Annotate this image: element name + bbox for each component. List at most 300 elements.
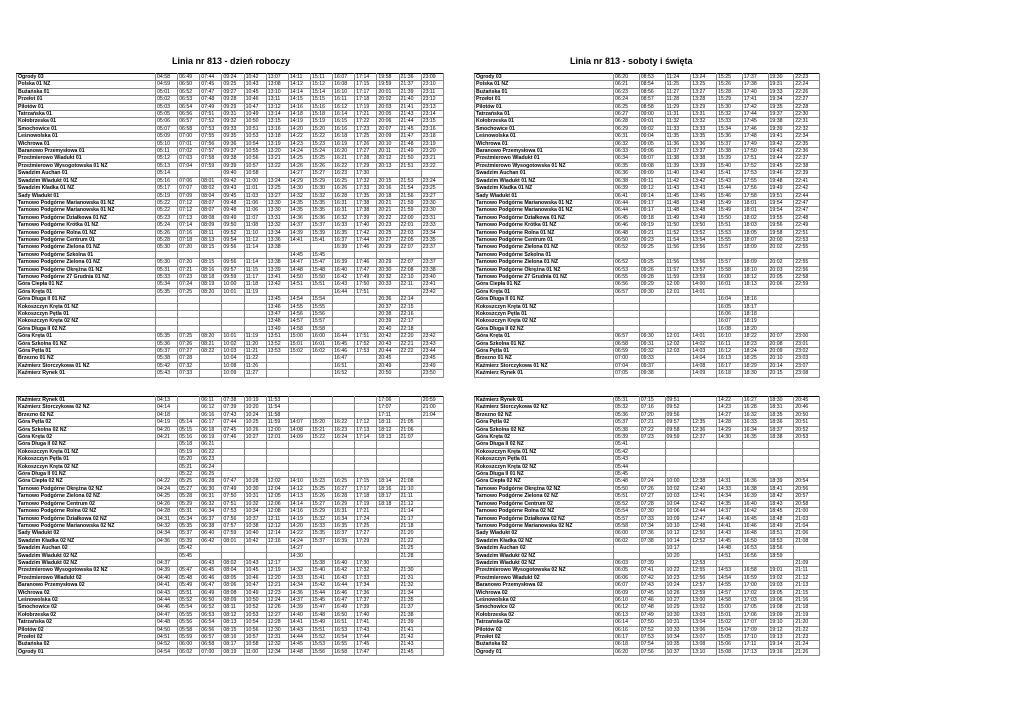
departure-time: 08:01: [222, 537, 244, 544]
timetable-row: [17, 96, 444, 103]
departure-time: 14:01: [691, 288, 717, 295]
departure-time: 06:45: [614, 214, 640, 221]
departure-time: [421, 515, 443, 522]
departure-time: 10:02: [665, 485, 691, 492]
departure-time: 10:40: [244, 530, 266, 537]
timetable-row: [475, 288, 820, 295]
departure-time: [355, 471, 377, 478]
departure-time: 23:15: [421, 118, 443, 125]
departure-time: [768, 559, 794, 566]
departure-time: 19:31: [768, 81, 794, 88]
departure-time: 20:33: [377, 281, 399, 288]
departure-time: 22:59: [794, 281, 820, 288]
departure-time: 21:50: [399, 155, 421, 162]
departure-time: [200, 303, 222, 310]
departure-time: 06:41: [614, 192, 640, 199]
departure-time: 18:12: [742, 273, 768, 280]
departure-time: 19:54: [768, 207, 794, 214]
departure-time: 08:04: [200, 192, 222, 199]
departure-time: 17:32: [355, 567, 377, 574]
departure-time: [222, 441, 244, 448]
departure-time: 17:40: [355, 222, 377, 229]
departure-time: 20:27: [377, 236, 399, 243]
departure-time: 22:28: [794, 103, 820, 110]
departure-time: 17:46: [355, 259, 377, 266]
timetable-row: [17, 111, 444, 118]
departure-time: 10:56: [244, 155, 266, 162]
timetable-row: [17, 170, 444, 177]
departure-time: 16:14: [333, 111, 355, 118]
departure-time: [244, 318, 266, 325]
departure-time: [377, 288, 399, 295]
timetable-row: [475, 574, 820, 581]
departure-time: 16:13: [717, 355, 743, 362]
departure-time: 20:45: [794, 397, 820, 404]
departure-time: 04:59: [156, 81, 178, 88]
departure-time: 21:40: [399, 96, 421, 103]
departure-time: 05:48: [614, 478, 640, 485]
departure-time: [665, 318, 691, 325]
departure-time: 07:04: [614, 362, 640, 369]
departure-time: 21:18: [399, 522, 421, 529]
departure-time: 20:06: [768, 281, 794, 288]
departure-time: 15:08: [717, 648, 743, 655]
departure-time: 05:56: [178, 619, 200, 626]
departure-time: 16:08: [717, 325, 743, 332]
stop-name: Swadzim Kładka 02 NŻ: [475, 537, 614, 544]
departure-time: [288, 404, 310, 411]
departure-time: [742, 288, 768, 295]
departure-time: 18:02: [742, 214, 768, 221]
departure-time: 13:49: [691, 214, 717, 221]
departure-time: 08:12: [222, 611, 244, 618]
departure-time: 05:17: [156, 185, 178, 192]
departure-time: 15:21: [310, 426, 332, 433]
departure-time: 14:41: [288, 619, 310, 626]
departure-time: [355, 463, 377, 470]
departure-time: [288, 471, 310, 478]
departure-time: 11:18: [244, 281, 266, 288]
departure-time: 09:30: [639, 333, 665, 340]
departure-time: 14:33: [288, 574, 310, 581]
departure-time: [333, 441, 355, 448]
departure-time: 15:54: [310, 296, 332, 303]
departure-time: 23:50: [421, 370, 443, 377]
departure-time: 12:01: [266, 434, 288, 441]
departure-time: 18:56: [768, 545, 794, 552]
departure-time: 09:26: [639, 266, 665, 273]
departure-time: 05:36: [614, 411, 640, 418]
departure-time: [691, 404, 717, 411]
departure-time: 06:13: [614, 611, 640, 618]
departure-time: 04:44: [156, 596, 178, 603]
departure-time: 17:13: [355, 426, 377, 433]
departure-time: 19:58: [377, 74, 399, 81]
departure-time: 11:00: [244, 177, 266, 184]
departure-time: 13:07: [691, 634, 717, 641]
departure-time: 14:28: [717, 419, 743, 426]
departure-time: 21:16: [794, 596, 820, 603]
departure-time: 07:43: [222, 411, 244, 418]
departure-time: 10:45: [244, 88, 266, 95]
departure-time: [742, 463, 768, 470]
departure-time: 07:47: [200, 88, 222, 95]
departure-time: [266, 463, 288, 470]
departure-time: 13:50: [691, 222, 717, 229]
departure-time: 19:33: [768, 88, 794, 95]
departure-time: 18:41: [768, 485, 794, 492]
departure-time: 17:15: [355, 81, 377, 88]
departure-time: 11:01: [244, 185, 266, 192]
departure-time: 07:02: [178, 148, 200, 155]
departure-time: 22:07: [399, 259, 421, 266]
departure-time: 10:34: [665, 634, 691, 641]
departure-time: 13:22: [266, 162, 288, 169]
departure-time: 20:10: [768, 355, 794, 362]
stop-name: Góra Ciepła 02 NŻ: [475, 478, 614, 485]
timetable-row: [17, 214, 444, 221]
departure-time: 14:01: [691, 333, 717, 340]
departure-time: [377, 589, 399, 596]
departure-time: 21:53: [399, 177, 421, 184]
departure-time: 09:23: [639, 236, 665, 243]
departure-time: 13:02: [691, 604, 717, 611]
departure-time: 14:04: [691, 355, 717, 362]
departure-time: 16:39: [742, 493, 768, 500]
timetable-row: [17, 303, 444, 310]
departure-time: 16:51: [333, 619, 355, 626]
departure-time: 07:38: [222, 397, 244, 404]
departure-time: 11:59: [665, 273, 691, 280]
stop-name: Kokoszczyn Kręta 02 NŻ: [17, 318, 156, 325]
departure-time: 14:13: [288, 493, 310, 500]
departure-time: 20:56: [794, 485, 820, 492]
departure-time: [421, 552, 443, 559]
departure-time: 17:49: [355, 273, 377, 280]
departure-time: 16:11: [333, 96, 355, 103]
departure-time: 17:47: [355, 648, 377, 655]
departure-time: 05:43: [156, 370, 178, 377]
stop-name: Kaźmierz Storczykowa 02 NŻ: [17, 404, 156, 411]
departure-time: [200, 251, 222, 258]
departure-time: 21:36: [399, 74, 421, 81]
departure-time: [266, 362, 288, 369]
departure-time: 06:18: [200, 426, 222, 433]
departure-time: 14:54: [717, 574, 743, 581]
departure-time: [691, 448, 717, 455]
departure-time: 07:07: [178, 185, 200, 192]
departure-time: 07:46: [639, 596, 665, 603]
departure-time: 06:18: [614, 641, 640, 648]
departure-time: 07:42: [639, 574, 665, 581]
departure-time: [156, 441, 178, 448]
timetable-row: [475, 236, 820, 243]
departure-time: 15:05: [717, 634, 743, 641]
departure-time: [742, 448, 768, 455]
departure-time: [421, 522, 443, 529]
departure-time: 05:58: [178, 626, 200, 633]
departure-time: [421, 456, 443, 463]
departure-time: 15:23: [310, 140, 332, 147]
weekend-timetable-return: [474, 396, 820, 656]
departure-time: 09:19: [639, 222, 665, 229]
departure-time: [222, 471, 244, 478]
departure-time: 15:19: [310, 118, 332, 125]
timetable-row: [17, 648, 444, 655]
departure-time: 15:57: [717, 244, 743, 251]
departure-time: 10:10: [665, 522, 691, 529]
departure-time: 04:52: [156, 641, 178, 648]
departure-time: 17:24: [355, 515, 377, 522]
departure-time: [377, 611, 399, 618]
departure-time: 16:56: [742, 552, 768, 559]
timetable-row: [475, 281, 820, 288]
departure-time: [178, 303, 200, 310]
departure-time: 21:14: [399, 508, 421, 515]
departure-time: 07:30: [639, 508, 665, 515]
timetable-row: [475, 155, 820, 162]
stop-name: Brzezno 01 NŻ: [475, 355, 614, 362]
departure-time: 10:02: [222, 340, 244, 347]
departure-time: 13:48: [691, 199, 717, 206]
departure-time: 16:39: [333, 537, 355, 544]
departure-time: 05:20: [178, 456, 200, 463]
departure-time: 15:37: [310, 537, 332, 544]
departure-time: 05:50: [614, 485, 640, 492]
departure-time: [399, 288, 421, 295]
departure-time: 12:50: [691, 530, 717, 537]
departure-time: 09:33: [639, 355, 665, 362]
departure-time: 13:36: [691, 140, 717, 147]
stop-name: Pilotów 02: [17, 626, 156, 633]
departure-time: [768, 318, 794, 325]
departure-time: 20:30: [377, 266, 399, 273]
departure-time: 19:06: [768, 596, 794, 603]
departure-time: [288, 244, 310, 251]
departure-time: 10:09: [222, 370, 244, 377]
departure-time: [665, 559, 691, 566]
departure-time: [355, 251, 377, 258]
departure-time: 08:04: [222, 567, 244, 574]
timetable-row: [475, 626, 820, 633]
stop-name: Pilotów 02: [475, 626, 614, 633]
departure-time: 07:51: [200, 111, 222, 118]
timetable-row: [475, 648, 820, 655]
departure-time: 15:49: [717, 207, 743, 214]
departure-time: [355, 325, 377, 332]
departure-time: 13:51: [266, 333, 288, 340]
departure-time: 10:49: [244, 589, 266, 596]
departure-time: 21:59: [399, 199, 421, 206]
timetable-row: [17, 441, 444, 448]
departure-time: 14:26: [288, 162, 310, 169]
timetable-row: [475, 199, 820, 206]
departure-time: 17:21: [355, 508, 377, 515]
departure-time: 11:29: [665, 103, 691, 110]
departure-time: 21:35: [399, 596, 421, 603]
departure-time: 09:14: [639, 192, 665, 199]
departure-time: 16:29: [333, 500, 355, 507]
departure-time: 07:56: [222, 515, 244, 522]
departure-time: 18:49: [768, 522, 794, 529]
departure-time: 15:44: [717, 185, 743, 192]
departure-time: 16:40: [333, 266, 355, 273]
stop-name: Tarnowo Podgórne Zielona 01 NŻ: [475, 259, 614, 266]
timetable-row: [17, 288, 444, 295]
departure-time: 10:57: [244, 634, 266, 641]
departure-time: 06:45: [200, 567, 222, 574]
departure-time: 09:09: [639, 170, 665, 177]
departure-time: [665, 311, 691, 318]
departure-time: 14:15: [288, 96, 310, 103]
departure-time: [266, 251, 288, 258]
departure-time: 13:37: [691, 148, 717, 155]
departure-time: 09:28: [222, 96, 244, 103]
departure-time: 13:46: [266, 303, 288, 310]
departure-time: 07:57: [222, 522, 244, 529]
departure-time: 13:31: [691, 111, 717, 118]
departure-time: 05:41: [614, 441, 640, 448]
timetable-row: [17, 340, 444, 347]
timetable-row: [17, 125, 444, 132]
departure-time: 17:55: [742, 177, 768, 184]
departure-time: 10:06: [665, 508, 691, 515]
departure-time: [333, 404, 355, 411]
departure-time: 17:40: [742, 88, 768, 95]
departure-time: 05:11: [156, 148, 178, 155]
departure-time: 06:56: [614, 281, 640, 288]
departure-time: 06:52: [200, 604, 222, 611]
departure-time: [421, 311, 443, 318]
departure-time: [178, 397, 200, 404]
departure-time: 21:30: [399, 567, 421, 574]
departure-time: 06:55: [614, 273, 640, 280]
departure-time: 20:02: [377, 96, 399, 103]
departure-time: 10:30: [665, 611, 691, 618]
departure-time: 20:00: [768, 236, 794, 243]
stop-name: Tatrzańska 02: [475, 619, 614, 626]
departure-time: 15:41: [310, 236, 332, 243]
departure-time: 14:32: [288, 567, 310, 574]
departure-time: 20:29: [377, 259, 399, 266]
departure-time: [399, 559, 421, 566]
departure-time: 21:51: [399, 162, 421, 169]
departure-time: [244, 463, 266, 470]
departure-time: 14:14: [288, 88, 310, 95]
departure-time: 19:38: [768, 118, 794, 125]
stop-name: Bużańska 02: [475, 641, 614, 648]
stop-name: Smochowice 01: [17, 125, 156, 132]
departure-time: 17:14: [355, 74, 377, 81]
departure-time: 15:47: [310, 604, 332, 611]
departure-time: [156, 311, 178, 318]
departure-time: 13:32: [266, 222, 288, 229]
departure-time: [266, 170, 288, 177]
departure-time: [421, 426, 443, 433]
departure-time: 05:14: [178, 419, 200, 426]
departure-time: 12:34: [266, 648, 288, 655]
departure-time: 04:31: [156, 515, 178, 522]
departure-time: 05:30: [156, 244, 178, 251]
stop-name: Kaźmierz Storczykowa 01 NŻ: [17, 362, 156, 369]
departure-time: 06:21: [614, 81, 640, 88]
departure-time: 14:43: [717, 530, 743, 537]
departure-time: 19:48: [768, 177, 794, 184]
departure-time: 07:27: [178, 348, 200, 355]
departure-time: [200, 170, 222, 177]
departure-time: [639, 311, 665, 318]
departure-time: 15:28: [717, 88, 743, 95]
departure-time: 17:35: [355, 192, 377, 199]
departure-time: 06:53: [200, 611, 222, 618]
departure-time: 05:09: [156, 133, 178, 140]
timetable-row: [17, 493, 444, 500]
stop-name: Swadzim Auchan 01: [17, 170, 156, 177]
departure-time: [222, 303, 244, 310]
departure-time: 22:49: [794, 222, 820, 229]
timetable-row: [475, 251, 820, 258]
departure-time: 17:09: [742, 626, 768, 633]
departure-time: 10:47: [244, 582, 266, 589]
departure-time: 06:03: [614, 559, 640, 566]
timetable-row: [475, 162, 820, 169]
departure-time: 21:00: [794, 508, 820, 515]
timetable-row: [17, 478, 444, 485]
departure-time: 20:15: [768, 370, 794, 377]
departure-time: 09:35: [222, 133, 244, 140]
departure-time: 07:26: [178, 340, 200, 347]
departure-time: 12:01: [665, 333, 691, 340]
departure-time: 17:00: [742, 582, 768, 589]
timetable-row: [475, 103, 820, 110]
departure-time: 12:16: [266, 537, 288, 544]
departure-time: 07:39: [222, 404, 244, 411]
stop-name: Polska 01 NŻ: [475, 81, 614, 88]
departure-time: 04:24: [156, 485, 178, 492]
departure-time: [377, 170, 399, 177]
departure-time: 15:53: [310, 641, 332, 648]
stop-name: Swadzim Auchan 02: [475, 545, 614, 552]
departure-time: 19:02: [768, 574, 794, 581]
departure-time: 06:25: [200, 471, 222, 478]
departure-time: [639, 456, 665, 463]
departure-time: 10:42: [244, 74, 266, 81]
timetable-row: [17, 311, 444, 318]
departure-time: 17:15: [355, 478, 377, 485]
departure-time: 20:58: [794, 500, 820, 507]
departure-time: [288, 448, 310, 455]
departure-time: 07:15: [639, 397, 665, 404]
departure-time: 15:38: [310, 559, 332, 566]
timetable-row: [17, 133, 444, 140]
departure-time: 06:00: [614, 530, 640, 537]
departure-time: 09:56: [665, 411, 691, 418]
departure-time: [421, 493, 443, 500]
departure-time: 23:49: [421, 362, 443, 369]
departure-time: 17:45: [355, 641, 377, 648]
departure-time: 06:58: [178, 125, 200, 132]
stop-name: Góra Pętla 01: [17, 348, 156, 355]
departure-time: 15:01: [288, 340, 310, 347]
departure-time: 16:23: [333, 426, 355, 433]
timetable-row: [17, 397, 444, 404]
departure-time: 23:40: [421, 273, 443, 280]
departure-time: 14:57: [288, 318, 310, 325]
departure-time: 15:39: [717, 155, 743, 162]
stop-name: Kokoszczyn Pętla 01: [17, 456, 156, 463]
departure-time: 15:36: [310, 214, 332, 221]
stop-name: Kokoszczyn Kręta 02 NŻ: [475, 463, 614, 470]
